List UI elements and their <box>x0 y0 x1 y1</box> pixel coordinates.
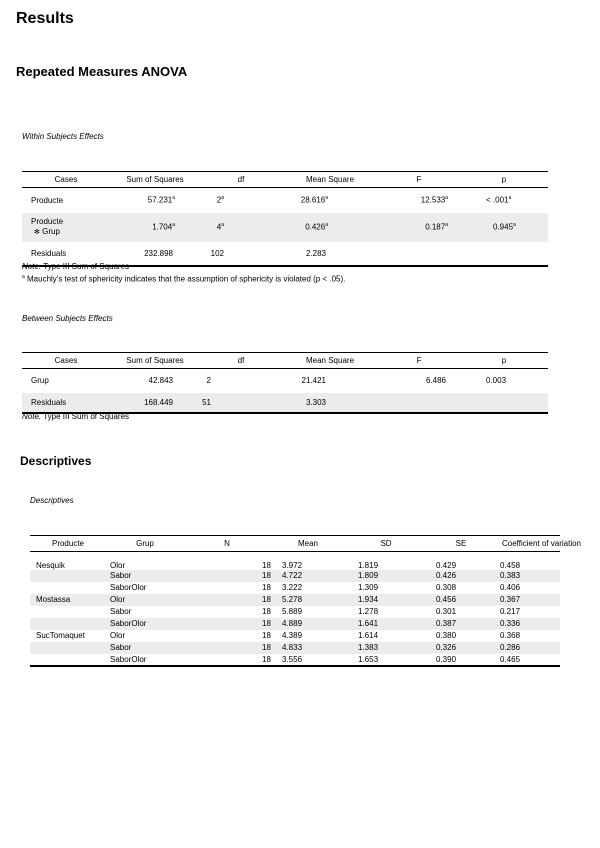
col-header-df: df <box>237 175 245 184</box>
table-row <box>30 630 560 642</box>
descriptives-caption: Descriptives <box>30 496 74 505</box>
cell-cv: 0.406 <box>500 583 521 592</box>
table-header-row <box>22 353 548 369</box>
cell-ss: 1.704$^a$ <box>152 222 175 232</box>
cell-n: 18 <box>262 595 271 604</box>
col-header-producte: Producte <box>51 539 85 548</box>
cell-mean: 5.278 <box>282 595 303 604</box>
table-row <box>30 654 560 666</box>
cell-mean: 4.889 <box>282 619 303 628</box>
cell-cv: 0.465 <box>500 654 521 664</box>
cell-f: 12.533$^a$ <box>420 195 448 206</box>
table-row <box>30 552 560 570</box>
cell-grup: Sabor <box>110 643 132 652</box>
cell-sd: 1.641 <box>358 619 379 628</box>
col-header-f: F <box>416 175 422 184</box>
col-header-sd: SD <box>380 539 392 548</box>
interaction-star-icon: ✻ <box>34 228 40 236</box>
cell-df: 4$^a$ <box>216 222 224 232</box>
cell-df: 51 <box>202 397 211 407</box>
cell-se: 0.308 <box>436 583 457 592</box>
cell-mean: 3.556 <box>282 654 303 664</box>
cell-ss: 168.449 <box>144 397 173 407</box>
cell-n: 18 <box>262 654 271 664</box>
cell-mean: 4.389 <box>282 631 303 640</box>
col-header-mean-square: Mean Square <box>305 356 355 365</box>
table-row <box>22 393 548 413</box>
table-row <box>30 642 560 654</box>
col-header-coefficient-of-variation: Coefficient of variation <box>502 539 582 548</box>
cell-n: 18 <box>262 560 271 570</box>
col-header-mean: Mean <box>297 539 318 548</box>
table-row <box>30 570 560 582</box>
cell-n: 18 <box>262 571 271 580</box>
cell-mean: 4.722 <box>282 571 303 580</box>
cell-sd: 1.614 <box>358 631 379 640</box>
between-note: Note. Type III Sum of Squares <box>22 412 130 421</box>
cell-ss: 57.231$^a$ <box>147 195 175 206</box>
col-header-p: p <box>501 175 507 184</box>
table-row <box>22 369 548 393</box>
cell-grup: SaborOlor <box>110 583 147 592</box>
cell-f: 6.486 <box>425 376 446 386</box>
col-header-se: SE <box>455 539 467 548</box>
cell-sd: 1.653 <box>358 654 379 664</box>
cell-case: Residuals <box>31 397 67 407</box>
cell-producte <box>30 642 106 654</box>
cell-producte <box>30 618 106 630</box>
col-header-p: p <box>501 356 507 365</box>
cell-se: 0.380 <box>436 631 457 640</box>
table-header-row <box>22 172 548 188</box>
cell-sd: 1.809 <box>358 571 379 580</box>
anova-heading: Repeated Measures ANOVA <box>16 64 188 79</box>
cell-p: < .001$^a$ <box>486 195 512 206</box>
cell-grup: Olor <box>110 631 126 640</box>
cell-case: Grup <box>31 376 49 386</box>
cell-se: 0.390 <box>436 654 457 664</box>
table-row <box>30 606 560 618</box>
descriptives-body <box>30 552 560 666</box>
cell-p <box>460 393 548 413</box>
cell-df: 2 <box>206 376 211 386</box>
cell-producte <box>30 606 106 618</box>
within-caption: Within Subjects Effects <box>22 132 104 141</box>
col-header-df: df <box>237 356 245 365</box>
cell-f <box>378 393 460 413</box>
cell-sd: 1.309 <box>358 583 379 592</box>
cell-se: 0.387 <box>436 619 457 628</box>
cell-case: Producte ✻ Grup <box>31 216 64 236</box>
cell-producte <box>30 582 106 594</box>
between-subjects-table <box>22 352 548 414</box>
cell-case: Producte <box>31 195 64 205</box>
cell-cv: 0.286 <box>500 643 521 652</box>
cell-ms: 0.426$^a$ <box>305 222 328 232</box>
cell-grup: Olor <box>110 595 126 604</box>
table-header-row <box>30 536 560 552</box>
cell-f: 0.187$^a$ <box>425 222 448 232</box>
cell-mean: 5.889 <box>282 607 303 616</box>
col-header-mean-square: Mean Square <box>305 175 355 184</box>
cell-n: 18 <box>262 607 271 616</box>
col-header-n: N <box>224 539 230 548</box>
cell-se: 0.326 <box>436 643 457 652</box>
cell-producte: Mostassa <box>36 595 71 604</box>
cell-cv: 0.368 <box>500 631 521 640</box>
cell-grup: Sabor <box>110 571 132 580</box>
cell-cv: 0.383 <box>500 571 521 580</box>
within-subjects-table <box>22 171 548 267</box>
table-row <box>30 594 560 606</box>
cell-n: 18 <box>262 583 271 592</box>
cell-se: 0.426 <box>436 571 457 580</box>
col-header-cases: Cases <box>54 175 78 184</box>
table-row <box>30 618 560 630</box>
cell-grup: Olor <box>110 560 126 570</box>
table-row <box>22 188 548 213</box>
cell-n: 18 <box>262 643 271 652</box>
cell-f <box>378 242 460 266</box>
cell-ms: 28.616$^a$ <box>300 195 328 206</box>
cell-mean: 4.833 <box>282 643 303 652</box>
cell-df: 2$^a$ <box>216 195 224 206</box>
cell-producte <box>30 654 106 666</box>
col-header-f: F <box>416 356 422 365</box>
cell-mean: 3.972 <box>282 560 303 570</box>
cell-grup: SaborOlor <box>110 619 147 628</box>
cell-sd: 1.278 <box>358 607 379 616</box>
cell-sd: 1.383 <box>358 643 379 652</box>
col-header-sum-of-squares: Sum of Squares <box>126 175 184 184</box>
cell-p: 0.003 <box>486 376 507 386</box>
cell-ms: 2.283 <box>305 248 326 258</box>
table-row <box>30 582 560 594</box>
cell-ms: 21.421 <box>301 376 326 386</box>
cell-producte: SucTomaquet <box>36 631 85 640</box>
cell-cv: 0.458 <box>500 560 521 570</box>
cell-df: 102 <box>210 248 224 258</box>
table-row <box>22 213 548 242</box>
cell-sd: 1.934 <box>358 595 379 604</box>
cell-ms: 3.303 <box>305 397 326 407</box>
cell-case: Residuals <box>31 248 67 258</box>
cell-n: 18 <box>262 619 271 628</box>
cell-se: 0.301 <box>436 607 457 616</box>
cell-p <box>460 242 548 266</box>
col-header-cases: Cases <box>54 356 78 365</box>
cell-cv: 0.367 <box>500 595 521 604</box>
cell-sd: 1.819 <box>358 560 379 570</box>
cell-se: 0.429 <box>436 560 457 570</box>
cell-mean: 3.222 <box>282 583 303 592</box>
col-header-sum-of-squares: Sum of Squares <box>126 356 184 365</box>
cell-n: 18 <box>262 631 271 640</box>
within-note: Note. Type III Sum of Squares $^a$ Mauchly's test of sphericity indicates that the assumption of sphericity is violated (p < .05). <box>22 262 346 284</box>
cell-ss: 232.898 <box>144 248 173 258</box>
descriptives-heading: Descriptives <box>20 454 92 468</box>
cell-producte: Nesquik <box>36 560 65 570</box>
between-caption: Between Subjects Effects <box>22 314 113 323</box>
descriptives-table <box>30 535 582 667</box>
cell-producte <box>30 570 106 582</box>
cell-cv: 0.336 <box>500 619 521 628</box>
cell-p: 0.945$^a$ <box>493 222 516 232</box>
cell-se: 0.456 <box>436 595 457 604</box>
page-title: Results <box>16 10 74 27</box>
cell-ss: 42.843 <box>148 376 173 386</box>
cell-grup: Sabor <box>110 607 132 616</box>
cell-cv: 0.217 <box>500 607 521 616</box>
cell-grup: SaborOlor <box>110 654 147 664</box>
col-header-grup: Grup <box>136 539 154 548</box>
